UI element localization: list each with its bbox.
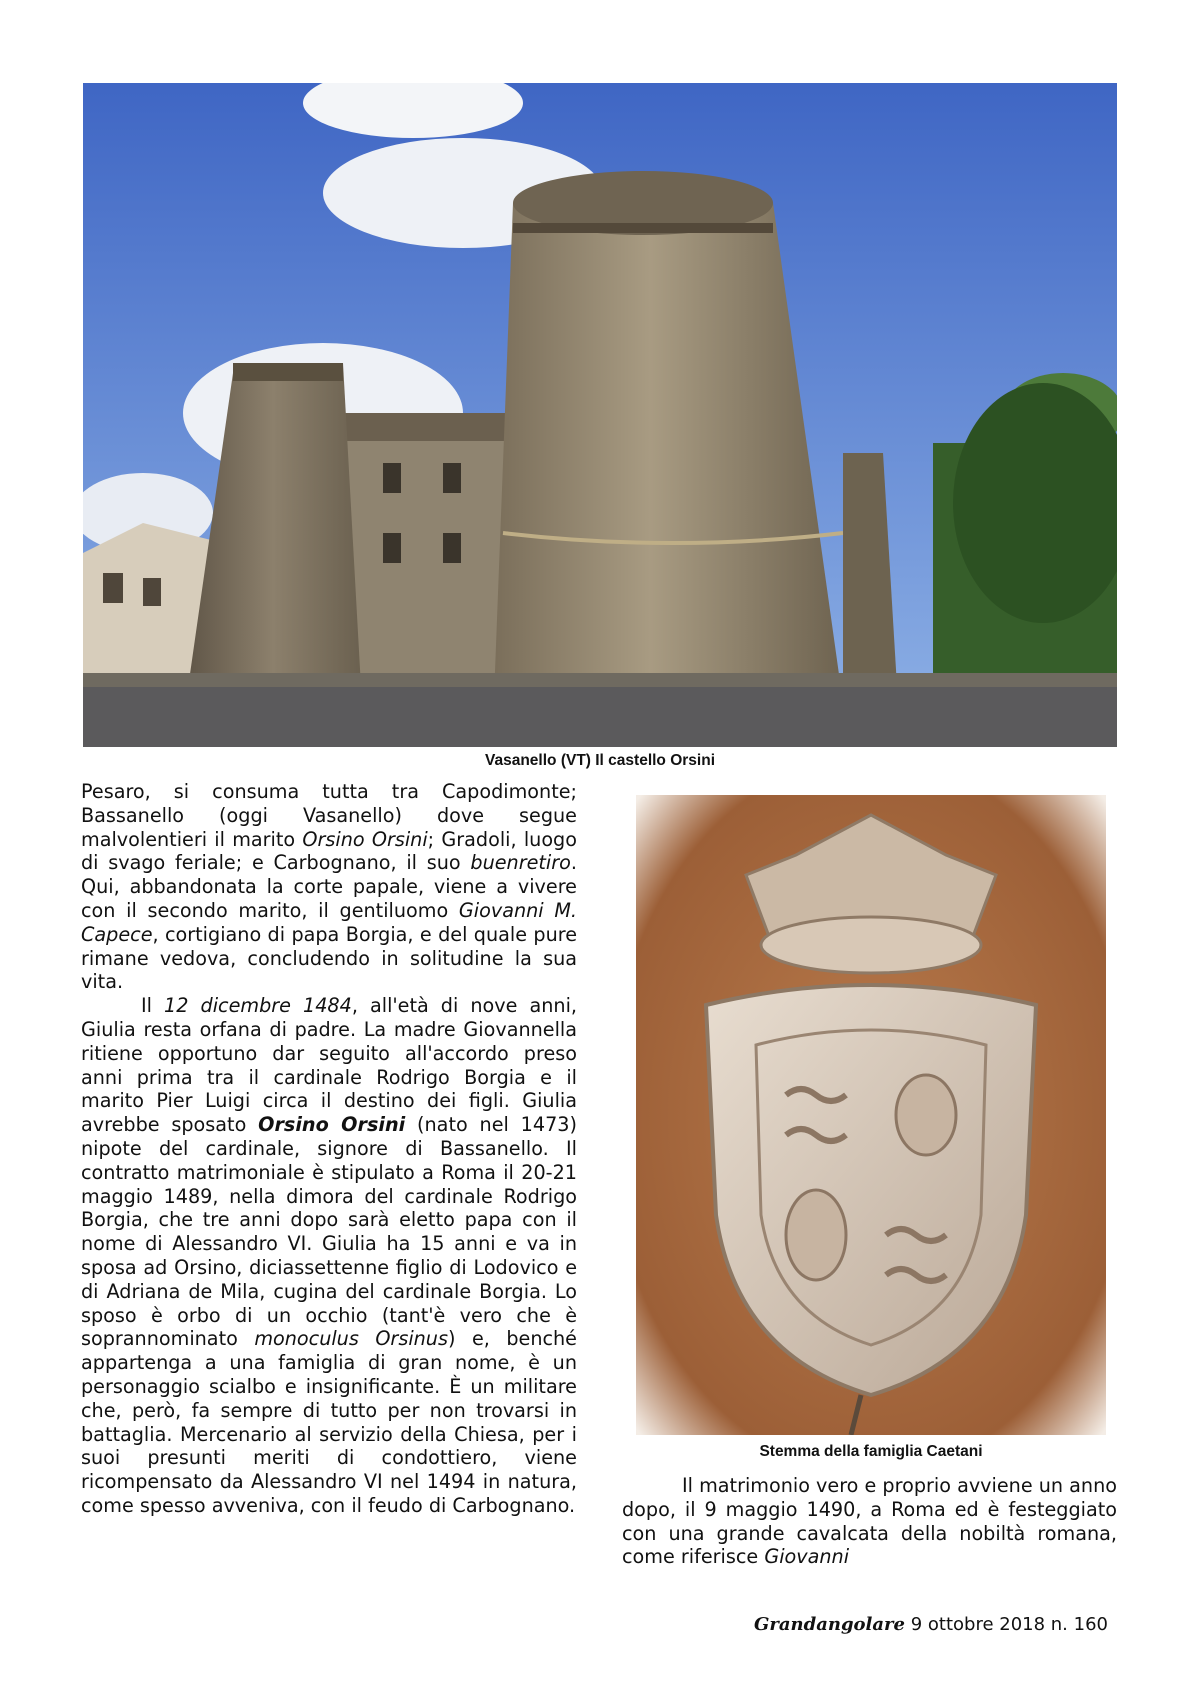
text-run: . Qui, abbandonata la corte papale, viene a vivere con il secondo marito, il gentiluomo: [81, 851, 577, 922]
paragraph: [81, 994, 577, 1518]
coat-of-arms-photo: [636, 795, 1106, 1435]
text-run: , all'età di nove anni, Giulia resta orfana di padre. La madre Giovannella ritiene opportuno dar seguito all'accordo preso anni prima tra il cardinale Rodrigo Borgia e il marito Pier Luigi circa il destino dei figli. Giulia avrebbe sposato: [81, 994, 577, 1137]
italic-text: Giovanni: [764, 1545, 850, 1569]
paragraph: [622, 1474, 1117, 1569]
castle-photo-caption: Vasanello (VT) Il castello Orsini: [485, 752, 715, 769]
issue-info: 9 ottobre 2018 n. 160: [904, 1614, 1108, 1635]
italic-text: buenretiro: [470, 851, 571, 875]
italic-text: Giovanni M. Capece: [81, 898, 577, 946]
text-run: ) e, benché appartenga a una famiglia di gran nome, è un personaggio scialbo e insignificante. È un militare che, però, fa sempre di tutto per non trovarsi in battaglia. Mercenario al servizio della Chiesa, per i suoi presunti meriti di condottiero, viene ricompensato da Alessandro VI nel 1494 in natura, come spesso avveniva, con il feudo di Carbognano.: [81, 1327, 577, 1517]
text-run: ; Gradoli, luogo di svago feriale; e Carbognano, il suo: [81, 827, 577, 875]
italic-text: 12 dicembre 1484: [164, 994, 352, 1018]
italic-text: Orsino Orsini: [302, 827, 428, 851]
coat-of-arms-photo-caption: Stemma della famiglia Caetani: [759, 1443, 983, 1460]
italic-text: monoculus Orsinus: [254, 1327, 448, 1351]
right-text-column: [622, 1474, 1117, 1569]
magazine-name: Grandangolare: [754, 1614, 905, 1635]
text-run: , cortigiano di papa Borgia, e del quale pure rimane vedova, concludendo in solitudine la sua vita.: [81, 922, 577, 994]
text-run: Il: [141, 994, 165, 1018]
text-run: (nato nel 1473) nipote del cardinale, signore di Bassanello. Il contratto matrimoniale è stipulato a Roma il 20-21 maggio 1489, nella dimora del cardinale Rodrigo Borgia, che tre anni dopo sarà eletto papa con il nome di Alessandro VI. Giulia ha 15 anni e va in sposa ad Orsino, diciassettenne figlio di Lodovico e di Adriana de Mila, cugina del cardinale Borgia. Lo sposo è orbo di un occhio (tant'è vero che è soprannominato: [81, 1113, 577, 1351]
page-footer: [754, 1614, 1108, 1635]
text-run: Pesaro, si consuma tutta tra Capodimonte; Bassanello (oggi Vasanello) dove segue malvolentieri il marito: [81, 780, 577, 851]
left-text-column: [81, 780, 577, 1518]
bold-italic-text: Orsino Orsini: [258, 1113, 406, 1137]
text-run: Il matrimonio vero e proprio avviene un anno dopo, il 9 maggio 1490, a Roma ed è festeggiato con una grande cavalcata della nobiltà romana, come riferisce: [622, 1474, 1117, 1569]
paragraph: [81, 780, 577, 994]
castle-photo: [83, 83, 1117, 747]
